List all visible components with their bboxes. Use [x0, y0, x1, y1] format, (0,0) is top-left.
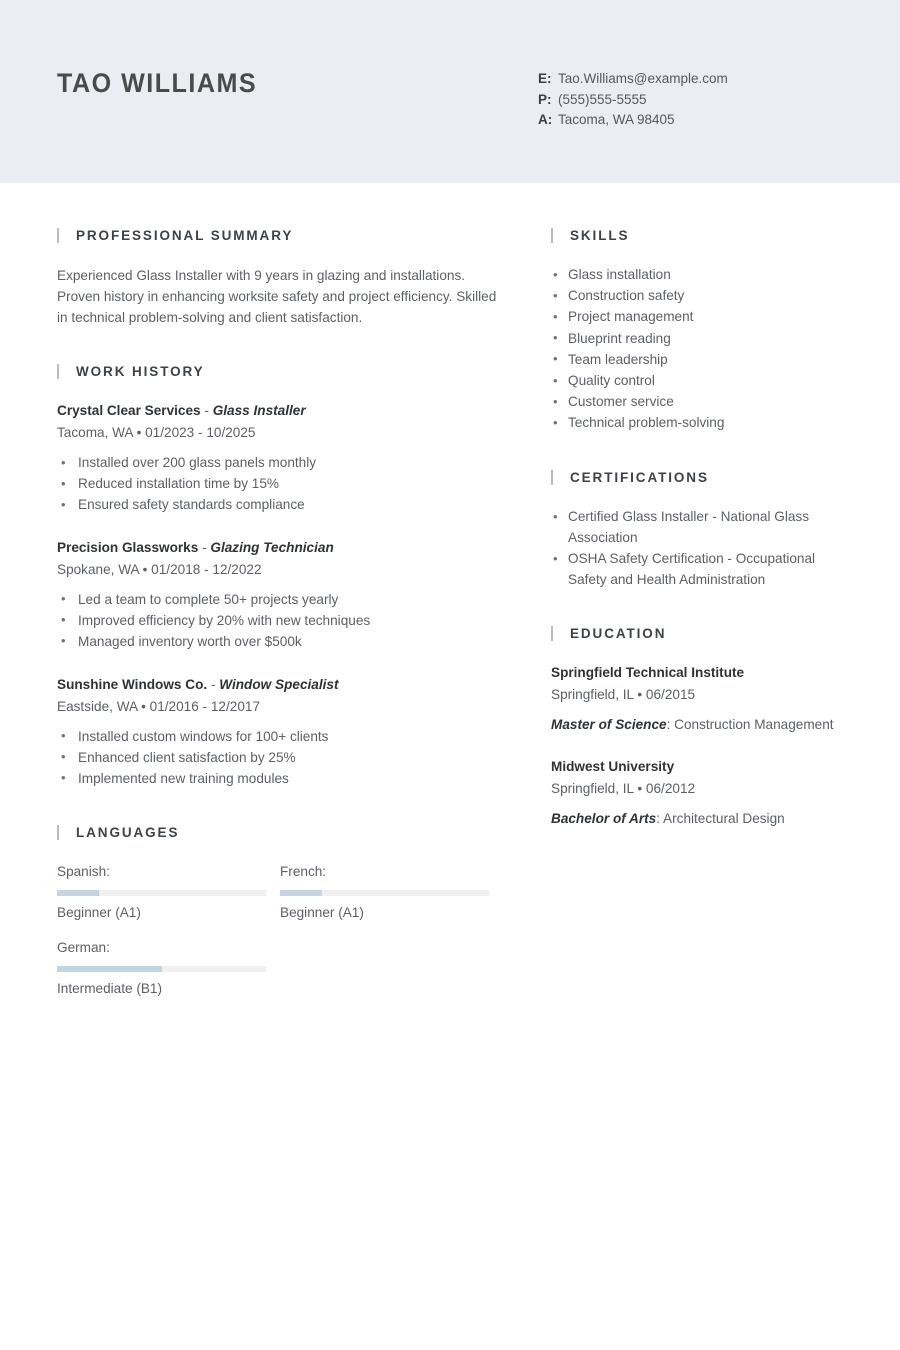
language-progress-track — [57, 890, 266, 896]
summary-text: Experienced Glass Installer with 9 years in glazing and installations. Proven history in enhancing worksite safety and project efficiency. Skilled in technical problem-solving and client satisfaction. — [57, 268, 497, 325]
language-level: Beginner (A1) — [57, 905, 141, 921]
education-degree — [551, 715, 851, 736]
language-progress-fill — [57, 966, 162, 972]
skill-item: • Customer service — [551, 392, 851, 413]
job-bullet: • Installed over 200 glass panels monthly — [57, 453, 503, 474]
education-degree-field: : Architectural Design — [656, 810, 785, 826]
job-company: Sunshine Windows Co. — [57, 676, 208, 692]
job-bullet: • Enhanced client satisfaction by 25% — [57, 748, 503, 769]
contact-row — [538, 69, 728, 90]
education-meta: Springfield, IL • 06/2015 — [551, 687, 696, 703]
education-meta: Springfield, IL • 06/2012 — [551, 780, 696, 796]
section-heading — [57, 364, 503, 379]
job-separator: - — [207, 676, 220, 692]
section-skills — [551, 228, 851, 434]
job-bullet: • Implemented new training modules — [57, 769, 503, 790]
job-bullet: • Ensured safety standards compliance — [57, 495, 503, 516]
candidate-name: TAO WILLIAMS — [57, 68, 258, 98]
section-title-skills: SKILLS — [570, 228, 630, 243]
left-column — [57, 228, 503, 1050]
education-list — [551, 663, 851, 829]
section-heading — [57, 825, 503, 840]
accent-bar-icon — [551, 626, 553, 641]
language-progress-track — [280, 890, 489, 896]
education-degree — [551, 809, 851, 830]
job-separator: - — [200, 403, 213, 418]
section-title-languages: LANGUAGES — [76, 825, 180, 841]
contact-info-block — [538, 69, 728, 131]
section-professional-summary — [57, 228, 503, 328]
language-item — [57, 862, 280, 922]
job-bullet: • Led a team to complete 50+ projects yearly — [57, 590, 503, 611]
skill-item: • Team leadership — [551, 350, 851, 371]
education-degree-field: : Construction Management — [666, 717, 834, 733]
education-entry — [551, 663, 851, 736]
language-progress-fill — [57, 890, 99, 896]
language-level: Intermediate (B1) — [57, 981, 163, 997]
right-column — [551, 228, 851, 865]
section-heading — [57, 228, 503, 243]
language-name: Spanish: — [57, 864, 110, 880]
accent-bar-icon — [551, 470, 553, 485]
skill-item: • Technical problem-solving — [551, 413, 851, 434]
job-title — [57, 675, 503, 694]
language-name: German: — [57, 940, 110, 956]
education-degree-label: Master of Science — [551, 717, 667, 733]
education-entry — [551, 757, 851, 830]
section-title-certifications: CERTIFICATIONS — [570, 470, 709, 486]
section-heading — [551, 228, 851, 243]
job-entry — [57, 401, 503, 516]
job-meta: Eastside, WA • 01/2016 - 12/2017 — [57, 698, 261, 714]
job-entry — [57, 538, 503, 653]
resume-header — [0, 0, 900, 183]
contact-value: Tao.Williams@example.com — [558, 71, 728, 86]
language-name: French: — [280, 864, 327, 880]
skills-list — [551, 265, 851, 434]
skill-item: • Project management — [551, 307, 851, 328]
contact-row — [538, 110, 728, 131]
skill-item: • Construction safety — [551, 286, 851, 307]
contact-value: (555)555-5555 — [558, 91, 647, 107]
job-company: Precision Glassworks — [57, 539, 199, 555]
job-bullet: • Installed custom windows for 100+ clients — [57, 727, 503, 748]
education-degree-label: Bachelor of Arts — [551, 810, 657, 826]
contact-label: A: — [538, 112, 553, 128]
section-education — [551, 626, 851, 829]
job-role: Window Specialist — [219, 676, 339, 692]
certification-item: • OSHA Safety Certification - Occupational Safety and Health Administration — [551, 549, 851, 590]
skill-item: • Blueprint reading — [551, 329, 851, 350]
section-heading — [551, 626, 851, 641]
language-item — [280, 862, 503, 922]
certifications-list — [551, 507, 851, 590]
contact-row — [538, 90, 728, 111]
education-school: Midwest University — [551, 758, 675, 774]
education-school: Springfield Technical Institute — [551, 665, 745, 681]
section-work-history — [57, 364, 503, 789]
contact-label: P: — [538, 91, 552, 107]
job-company: Crystal Clear Services — [57, 403, 201, 418]
job-bullet: • Reduced installation time by 15% — [57, 474, 503, 495]
job-meta: Spokane, WA • 01/2018 - 12/2022 — [57, 561, 262, 577]
job-role: Glazing Technician — [210, 539, 334, 555]
accent-bar-icon — [57, 825, 59, 840]
job-bullet-list — [57, 590, 503, 653]
section-heading — [551, 470, 851, 485]
language-item — [57, 938, 280, 998]
job-separator: - — [198, 539, 211, 555]
job-title — [57, 401, 503, 420]
accent-bar-icon — [57, 364, 59, 379]
language-progress-fill — [280, 890, 322, 896]
job-bullet-list — [57, 453, 503, 516]
language-list — [57, 862, 503, 1014]
skill-item: • Quality control — [551, 371, 851, 392]
job-list — [57, 401, 503, 789]
skill-item: • Glass installation — [551, 265, 851, 286]
section-title-summary: PROFESSIONAL SUMMARY — [76, 228, 294, 243]
accent-bar-icon — [551, 228, 553, 243]
resume-body — [0, 183, 900, 997]
certification-item: • Certified Glass Installer - National Glass Association — [551, 507, 851, 548]
job-meta: Tacoma, WA • 01/2023 - 10/2025 — [57, 425, 256, 440]
job-title — [57, 538, 503, 557]
contact-value: Tacoma, WA 98405 — [558, 112, 675, 128]
language-progress-track — [57, 966, 266, 972]
job-bullet-list — [57, 727, 503, 790]
language-level: Beginner (A1) — [280, 905, 364, 921]
section-title-work-history: WORK HISTORY — [76, 364, 205, 379]
accent-bar-icon — [57, 228, 59, 243]
contact-label: E: — [538, 71, 552, 86]
job-role: Glass Installer — [212, 403, 306, 418]
job-bullet: • Managed inventory worth over $500k — [57, 632, 503, 653]
section-title-education: EDUCATION — [570, 626, 667, 642]
job-entry — [57, 675, 503, 790]
job-bullet: • Improved efficiency by 20% with new techniques — [57, 611, 503, 632]
section-languages — [57, 825, 503, 1014]
section-certifications — [551, 470, 851, 590]
